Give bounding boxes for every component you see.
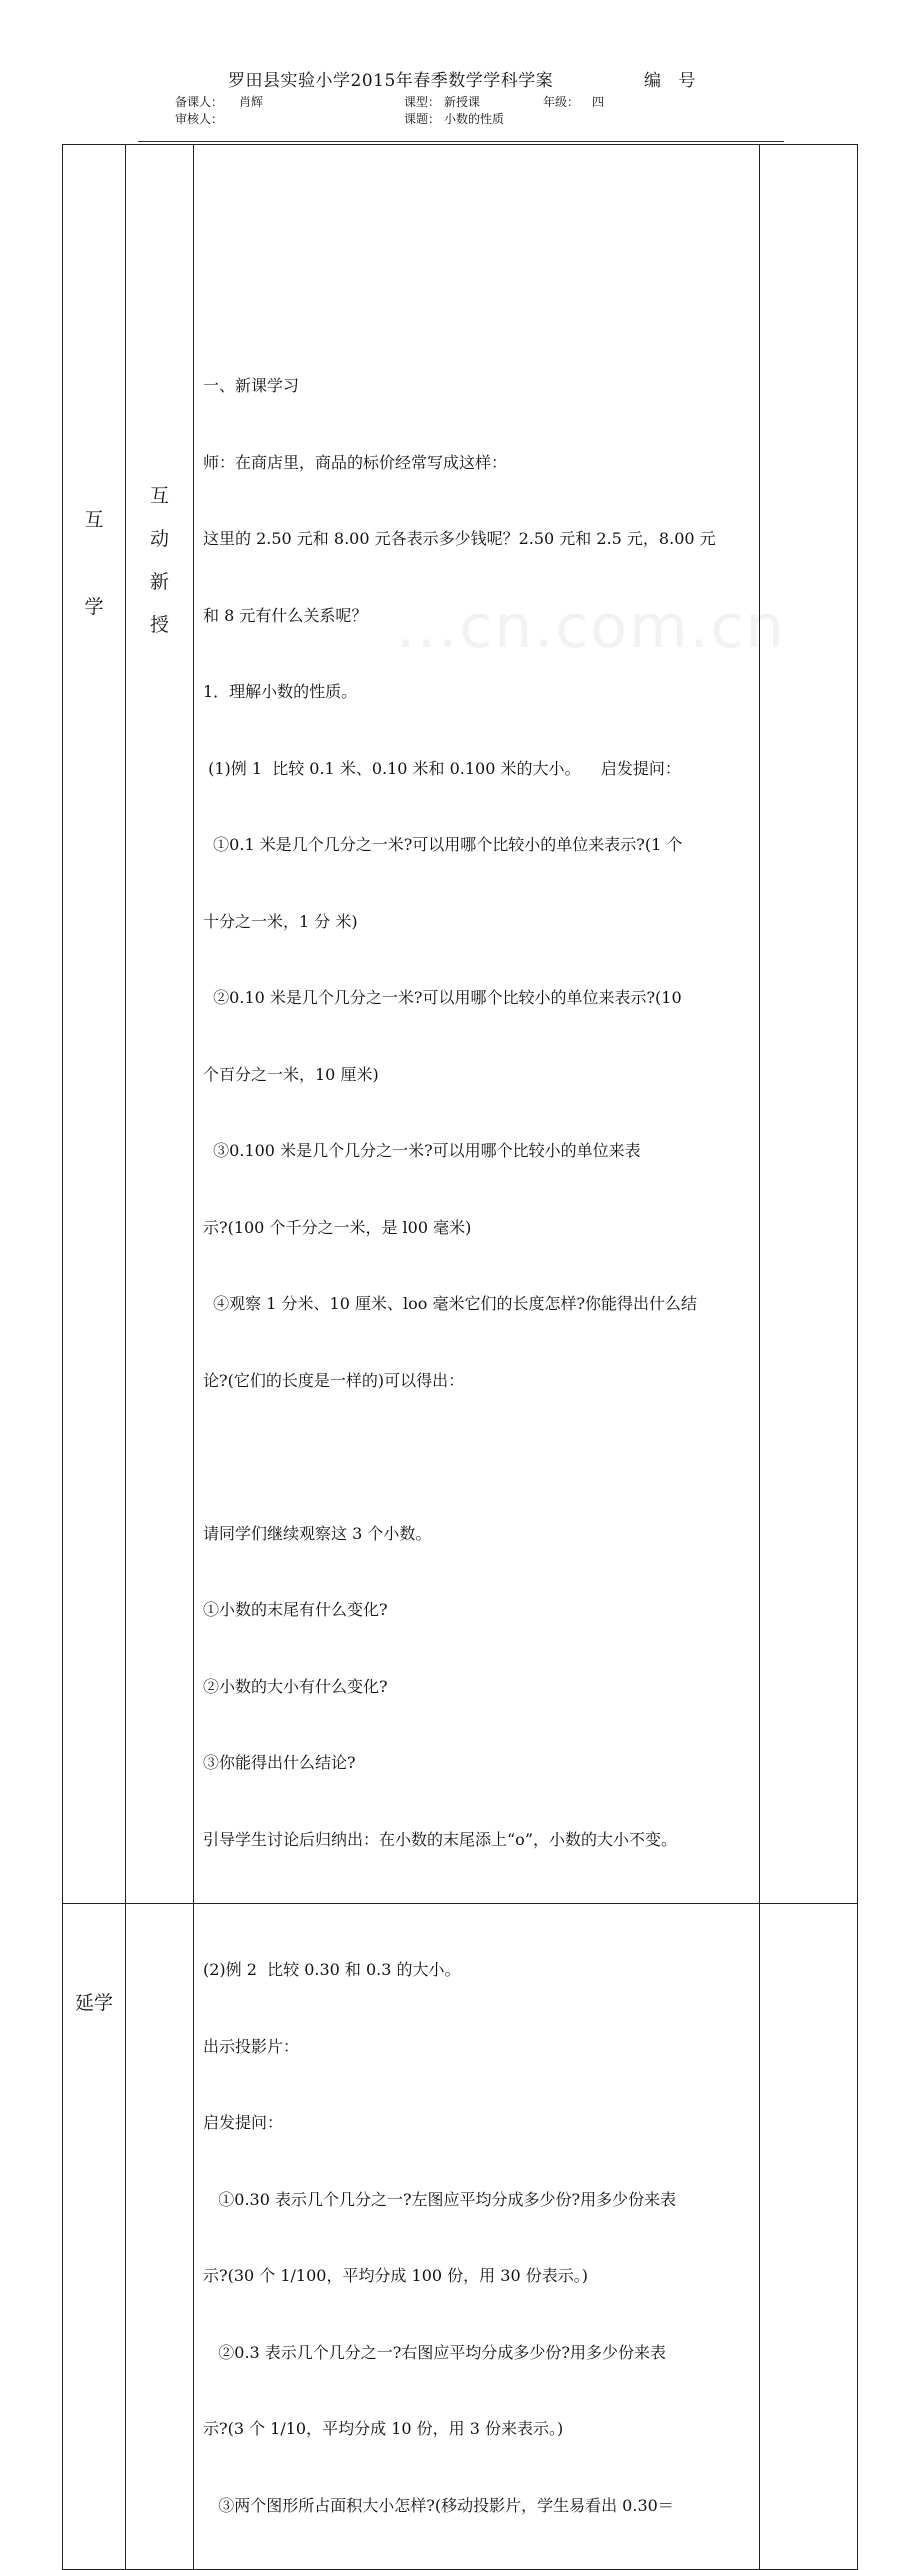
content-line: 论?(它们的长度是一样的)可以得出：	[203, 1370, 465, 1390]
stage-label: 延学	[74, 1992, 113, 2014]
phase-char: 互	[149, 485, 169, 507]
grade-label: 年级：	[543, 95, 580, 109]
header-divider	[138, 141, 784, 142]
content-line: 启发提问：	[203, 2113, 284, 2132]
content-line: ③两个图形所占面积大小怎样?(移动投影片，学生易看出 0.30＝	[203, 2495, 674, 2515]
notes-cell	[760, 1904, 858, 2570]
phase-char: 授	[149, 614, 169, 636]
stage-cell	[63, 1904, 126, 2570]
content-line: 十分之一米，1 分 米)	[203, 911, 358, 931]
watermark: ...cn.com.cn	[396, 592, 786, 662]
content-line: 请同学们继续观察这 3 个小数。	[203, 1523, 432, 1543]
content-line: 这里的 2.50 元和 8.00 元各表示多少钱呢？2.50 元和 2.5 元，8.00 元	[203, 529, 716, 548]
content-line: 个百分之一米，10 厘米)	[203, 1064, 379, 1084]
content-line: 出示投影片：	[203, 2036, 300, 2056]
content-line: ③你能得出什么结论?	[203, 1753, 356, 1772]
phase-label	[126, 145, 193, 653]
content-blank-line	[203, 1444, 753, 1470]
content-line: ③0.100 米是几个几分之一米?可以用哪个比较小的单位来表	[203, 1141, 641, 1160]
document-number-label: 编 号	[644, 71, 702, 91]
preparer-label: 备课人：	[175, 95, 224, 109]
content-line: ①0.30 表示几个几分之一?左图应平均分成多少份?用多少份来表	[203, 2189, 677, 2209]
content-line: 示?(100 个千分之一米，是 l00 毫米)	[203, 1217, 472, 1237]
content-line: 师：在商店里，商品的标价经常写成这样：	[203, 452, 508, 472]
lesson-content	[194, 1904, 759, 2569]
topic: 小数的性质	[444, 112, 505, 126]
preparer-name: 肖辉	[239, 95, 264, 109]
content-line: ④观察 1 分米、10 厘米、loo 毫米它们的长度怎样?你能得出什么结	[203, 1294, 698, 1313]
table-row	[63, 145, 858, 1904]
content-line: 示?(30 个 1/100，平均分成 100 份，用 30 份表示。)	[203, 2266, 588, 2285]
grade: 四	[592, 95, 605, 109]
phase-char: 新	[149, 571, 169, 593]
content-line: 一、新课学习	[203, 376, 300, 395]
content-line: (1)例 1 比较 0.1 米、0.10 米和 0.100 米的大小。 启发提问：	[203, 758, 681, 778]
stage-char: 学	[84, 596, 104, 618]
content-line: ②0.3 表示几个几分之一?右图应平均分成多少份?用多少份来表	[203, 2342, 666, 2362]
lesson-type-label: 课型：	[404, 95, 441, 109]
content-line: ①0.1 米是几个几分之一米?可以用哪个比较小的单位来表示?(1 个	[203, 835, 683, 854]
topic-label: 课题：	[404, 112, 441, 126]
content-line: 和 8 元有什么关系呢？	[203, 605, 368, 625]
notes-cell	[760, 145, 858, 1904]
content-line: 引导学生讨论后归纳出：在小数的末尾添上“o”，小数的大小不变。	[203, 1829, 677, 1849]
stage-cell	[63, 145, 126, 1904]
lesson-type: 新授课	[444, 95, 481, 109]
phase-cell	[126, 145, 194, 1904]
lesson-plan-table	[62, 144, 858, 2570]
phase-cell	[126, 1904, 194, 2570]
table-row	[63, 1904, 858, 2570]
content-line: ②小数的大小有什么变化?	[203, 1676, 388, 1696]
content-line: 1．理解小数的性质。	[203, 682, 358, 701]
lesson-content	[194, 145, 759, 1903]
stage-label	[63, 145, 125, 679]
content-line: ②0.10 米是几个几分之一米?可以用哪个比较小的单位来表示?(10	[203, 988, 682, 1007]
content-line: (2)例 2 比较 0.30 和 0.3 的大小。	[203, 1960, 461, 1979]
content-cell	[194, 1904, 760, 2570]
content-cell	[194, 145, 760, 1904]
phase-char: 动	[149, 528, 169, 550]
content-line: ①小数的末尾有什么变化?	[203, 1600, 388, 1619]
document-title: 罗田县实验小学2015年春季数学学科学案	[228, 71, 554, 91]
content-line: 示?(3 个 1/10，平均分成 10 份，用 3 份来表示。)	[203, 2419, 564, 2438]
stage-char: 互	[84, 509, 104, 531]
reviewer-label: 审核人：	[175, 112, 224, 126]
